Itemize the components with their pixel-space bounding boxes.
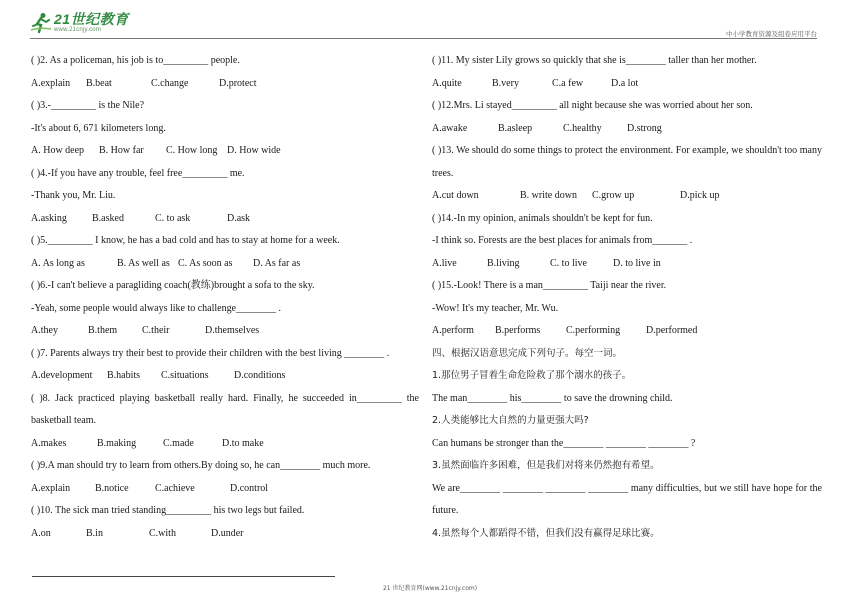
- question-7: ( )7. Parents always try their best to provide their children with the best living ________ .: [31, 347, 390, 359]
- question-6-dialog: -Yeah, some people would always like to challenge________ .: [31, 302, 282, 314]
- option-b: B.notice: [95, 482, 129, 494]
- option-c: C.situations: [161, 370, 209, 381]
- option-d: D.conditions: [234, 370, 286, 381]
- option-c: C. How long: [166, 145, 218, 156]
- option-a: A. How deep: [31, 145, 85, 156]
- question-8: ( )8. Jack practiced playing basketball really hard. Finally, he succeeded in_________ the basketball team.: [31, 392, 419, 426]
- option-c: C.achieve: [155, 482, 195, 494]
- sentence-1-chinese: 1.那位男子冒着生命危险救了那个溺水的孩子。: [432, 370, 632, 381]
- option-d: D.performed: [646, 325, 698, 336]
- option-a: A.cut down: [432, 190, 479, 201]
- question-6-options: [31, 320, 419, 343]
- sentence-4-chinese: 4.虽然每个人都蹈得不错，但我们没有赢得足球比赛。: [432, 527, 660, 539]
- sentence-2-chinese: 2.人类能够比大自然的力量更强大吗?: [432, 415, 589, 426]
- question-4-options: [31, 208, 419, 231]
- question-10-options: [31, 523, 419, 546]
- option-c: C.change: [151, 77, 189, 89]
- option-a: A.they: [31, 325, 58, 336]
- right-column: [432, 50, 822, 545]
- option-b: B.beat: [86, 77, 112, 89]
- section-4-title: 四、根据汉语意思完成下列句子。每空一词。: [432, 347, 623, 359]
- option-d: D.a lot: [611, 77, 639, 89]
- footer-divider: [32, 576, 335, 577]
- option-c: C.their: [142, 325, 170, 336]
- option-c: C.with: [149, 527, 176, 539]
- option-a: A.explain: [31, 77, 71, 89]
- option-b: B.habits: [107, 370, 141, 381]
- option-c: C.performing: [566, 325, 621, 336]
- question-12-options: [432, 118, 822, 141]
- question-6: ( )6.-I can't believe a paragliding coach(教练)brought a sofa to the sky.: [31, 280, 315, 291]
- option-a: A.on: [31, 527, 51, 539]
- site-logo: [30, 12, 129, 34]
- question-3-options: [31, 140, 419, 163]
- question-14: ( )14.-In my opinion, animals shouldn't be kept for fun.: [432, 212, 653, 224]
- sentence-3-chinese: 3.虽然面临许多困难，但是我们对将来仍然抱有希望。: [432, 460, 660, 471]
- option-d: D. How wide: [227, 145, 281, 156]
- option-b: B.asked: [92, 212, 124, 224]
- question-15-dialog: -Wow! It's my teacher, Mr. Wu.: [432, 302, 559, 314]
- sentence-1-english: The man________ his________ to save the drowning child.: [432, 392, 673, 404]
- question-7-options: [31, 365, 419, 388]
- option-d: D.pick up: [680, 190, 720, 201]
- question-15: ( )15.-Look! There is a man_________ Taiji near the river.: [432, 280, 667, 291]
- header-divider: [30, 38, 817, 39]
- question-14-options: [432, 253, 822, 276]
- option-b: B.them: [88, 325, 118, 336]
- option-d: D. As far as: [253, 257, 301, 269]
- option-d: D.protect: [219, 77, 257, 89]
- question-3: ( )3.-_________ is the Nile?: [31, 100, 145, 111]
- footer-text: 21 世纪教育网(www.21cnjy.com): [382, 585, 478, 592]
- running-person-logo-icon: [30, 12, 52, 34]
- option-a: A.asking: [31, 212, 67, 224]
- question-5-options: [31, 253, 419, 276]
- option-c: C.grow up: [592, 190, 635, 201]
- question-3-dialog: -It's about 6, 671 kilometers long.: [31, 122, 166, 134]
- question-9: ( )9.A man should try to learn from others.By doing so, he can________ much more.: [31, 460, 371, 471]
- option-d: D. to live in: [613, 257, 661, 269]
- option-d: D.ask: [227, 212, 251, 224]
- option-a: A.live: [432, 257, 457, 269]
- option-b: B.asleep: [498, 122, 533, 134]
- left-column: [31, 50, 419, 545]
- option-d: D.strong: [627, 122, 662, 134]
- option-d: D.themselves: [205, 325, 260, 336]
- question-10: ( )10. The sick man tried standing_________ his two legs but failed.: [31, 505, 305, 516]
- option-c: C. to live: [550, 257, 587, 269]
- option-b: B.making: [97, 437, 137, 449]
- question-4-dialog: -Thank you, Mr. Liu.: [31, 190, 116, 201]
- logo-url: www.21cnjy.com: [54, 27, 102, 33]
- option-d: D.control: [230, 482, 269, 494]
- option-c: C.made: [163, 437, 194, 449]
- platform-name: 中小学教育资源及组卷应用平台: [726, 30, 817, 38]
- option-b: B. write down: [520, 190, 577, 201]
- sentence-3-english: We are________ ________ ________ ________ many difficulties, but we still have hope for the future.: [432, 482, 822, 516]
- option-a: A.explain: [31, 482, 71, 494]
- option-b: B.very: [492, 77, 519, 89]
- option-d: D.under: [211, 527, 244, 539]
- option-d: D.to make: [222, 437, 264, 449]
- page-header: [0, 0, 860, 44]
- option-c: C. to ask: [155, 212, 191, 224]
- option-b: B. As well as: [117, 257, 170, 269]
- option-b: B.living: [487, 257, 520, 269]
- question-13-options: [432, 185, 822, 208]
- question-14-dialog: -I think so. Forests are the best places for animals from_______ .: [432, 235, 693, 246]
- logo-text: 21世纪教育: [54, 11, 129, 27]
- question-9-options: [31, 478, 419, 501]
- option-b: B. How far: [99, 145, 144, 156]
- option-c: C.healthy: [563, 122, 602, 134]
- option-a: A.perform: [432, 325, 474, 336]
- sentence-2-english: Can humans be stronger than the________ ________ ________ ?: [432, 437, 696, 449]
- option-a: A. As long as: [31, 257, 85, 269]
- question-12: ( )12.Mrs. Li stayed_________ all night because she was worried about her son.: [432, 100, 753, 111]
- option-c: C.a few: [552, 77, 584, 89]
- question-11-options: [432, 73, 822, 96]
- question-15-options: [432, 320, 822, 343]
- question-13: ( )13. We should do some things to protect the environment. For example, we shouldn't too many trees.: [432, 145, 822, 179]
- question-2-options: [31, 73, 419, 96]
- question-11: ( )11. My sister Lily grows so quickly that she is________ taller than her mother.: [432, 55, 757, 66]
- option-a: A.makes: [31, 437, 67, 449]
- option-b: B.in: [86, 527, 103, 539]
- question-4: ( )4.-If you have any trouble, feel free_________ me.: [31, 167, 245, 179]
- option-a: A.development: [31, 370, 93, 381]
- question-2: ( )2. As a policeman, his job is to_________ people.: [31, 55, 240, 66]
- question-5: ( )5._________ I know, he has a bad cold and has to stay at home for a week.: [31, 235, 340, 246]
- option-c: C. As soon as: [178, 257, 233, 269]
- option-b: B.performs: [495, 325, 541, 336]
- option-a: A.awake: [432, 122, 468, 134]
- option-a: A.quite: [432, 77, 462, 89]
- question-8-options: [31, 433, 419, 456]
